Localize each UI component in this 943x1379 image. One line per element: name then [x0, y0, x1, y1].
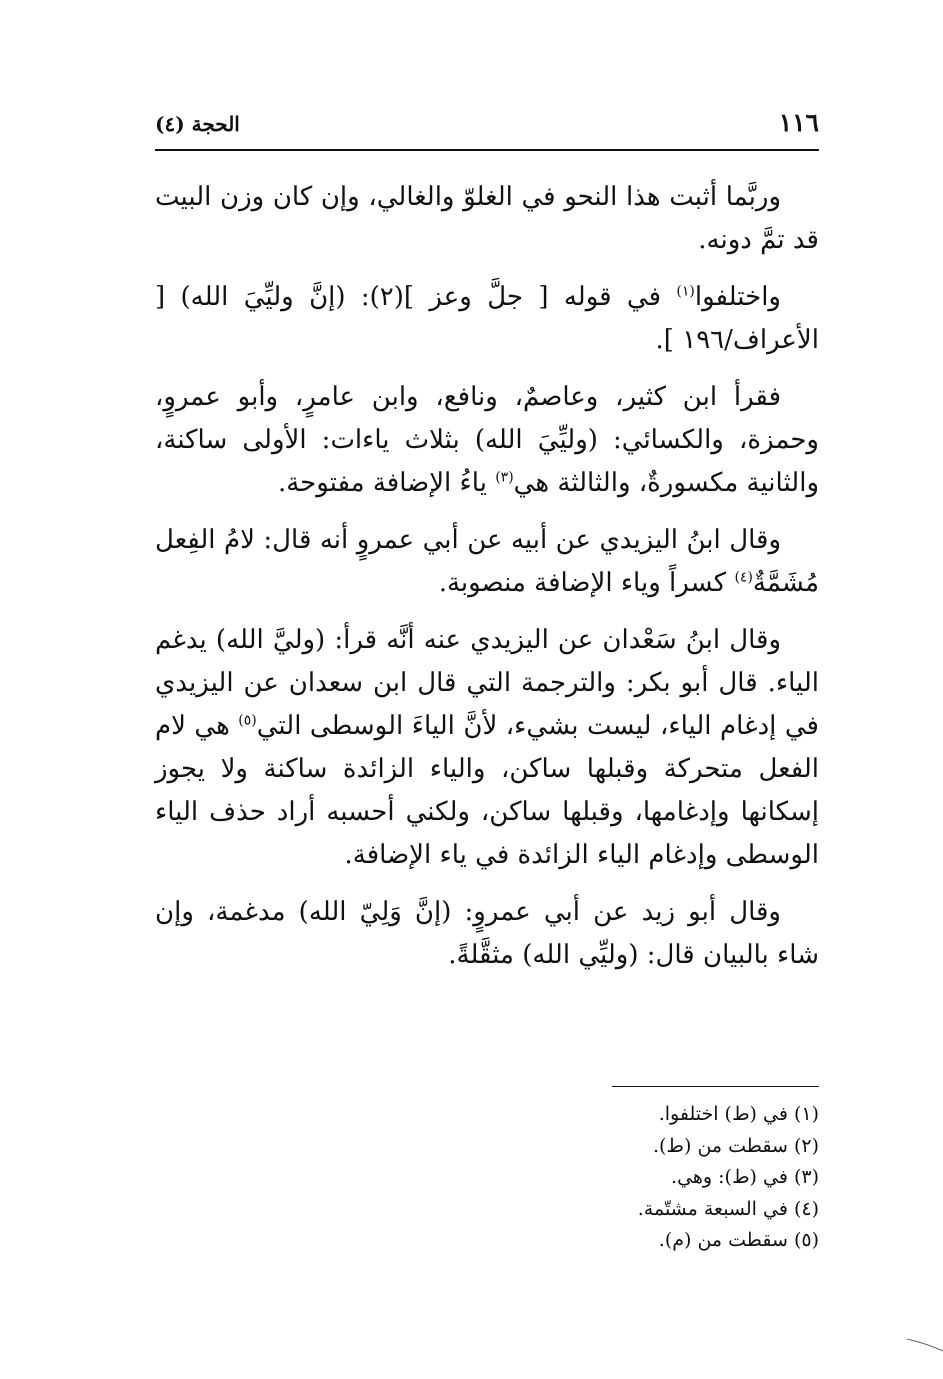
paragraph-text: هي لام الفعل متحركة وقبلها ساكن، والياء الزائدة ساكنة ولا يجوز إسكانها وإدغامها، وقبلها ساكن، ولكني أحسبه أراد حذف الياء الوسطى وإدغام الياء الزائدة في ياء الإضافة.	[155, 711, 819, 870]
footnote: (٤) في السبعة مشتّمة.	[637, 1197, 819, 1220]
paragraph-text: واختلفوا	[694, 282, 781, 312]
footnote-marker: (٥)	[238, 712, 257, 729]
main-text	[155, 176, 819, 991]
paragraph-text: وربَّما أثبت هذا النحو في الغلوّ والغالي، وإن كان وزن البيت قد تمَّ دونه.	[155, 182, 819, 255]
paragraph-text: ياءُ الإضافة مفتوحة.	[277, 468, 496, 498]
footnotes	[319, 1099, 819, 1257]
page-header	[155, 108, 819, 148]
paragraph	[155, 176, 819, 262]
footnote: (٥) سقطت من (م).	[658, 1229, 819, 1251]
footnote: (٢) سقطت من (ط).	[652, 1134, 819, 1157]
running-title: الحجة (٤)	[155, 112, 240, 136]
footnote-marker: (١)	[676, 283, 695, 300]
paragraph-text: فقرأ ابن كثير، وعاصمٌ، ونافع، وابن عامرٍ، وأبو عمروٍ، وحمزة، والكسائي: (وليِّيَ الله) بثلاث ياءات: الأولى ساكنة، والثانية مكسورةٌ، والثالثة هي	[155, 382, 819, 498]
paragraph-text: في قوله [ جلَّ وعز ](٢): (إنَّ وليِّيَ الله) [ الأعراف/١٩٦ ].	[155, 282, 819, 355]
header-rule	[155, 149, 819, 151]
paragraph	[155, 276, 819, 362]
paragraph-text: وقال ابنُ سَعْدان عن اليزيدي عنه أنَّه قرأ: (وليَّ الله) يدغم الياء. قال أبو بكر: والترجمة التي قال ابن سعدان عن اليزيدي في إدغام الياء، ليست بشيء، لأنَّ الياءَ الوسطى التي	[155, 625, 819, 741]
paragraph	[155, 619, 819, 877]
footnote: (٣) في (ط): وهي.	[671, 1166, 819, 1188]
paragraph	[155, 891, 819, 977]
paragraph	[155, 376, 819, 505]
paragraph-text: كسراً وياء الإضافة منصوبة.	[438, 568, 735, 598]
footnote-marker: (٣)	[495, 469, 514, 486]
paragraph	[155, 519, 819, 605]
paragraph-text: وقال ابنُ اليزيدي عن أبيه عن أبي عمروٍ أنه قال: لامُ الفِعل مُشَمَّةٌ	[155, 525, 819, 598]
footnote-rule	[612, 1086, 819, 1087]
paragraph-text: وقال أبو زيد عن أبي عمروٍ: (إنَّ وَلِيّ الله) مدغمة، وإن شاء بالبيان قال: (وليِّي الله) مثقَّلةً.	[155, 897, 819, 970]
page-number: ١١٦	[778, 108, 819, 137]
page-curl-mark	[905, 1335, 943, 1355]
footnote: (١) في (ط) اختلفوا.	[658, 1103, 819, 1125]
footnote-marker: (٤)	[734, 569, 753, 586]
